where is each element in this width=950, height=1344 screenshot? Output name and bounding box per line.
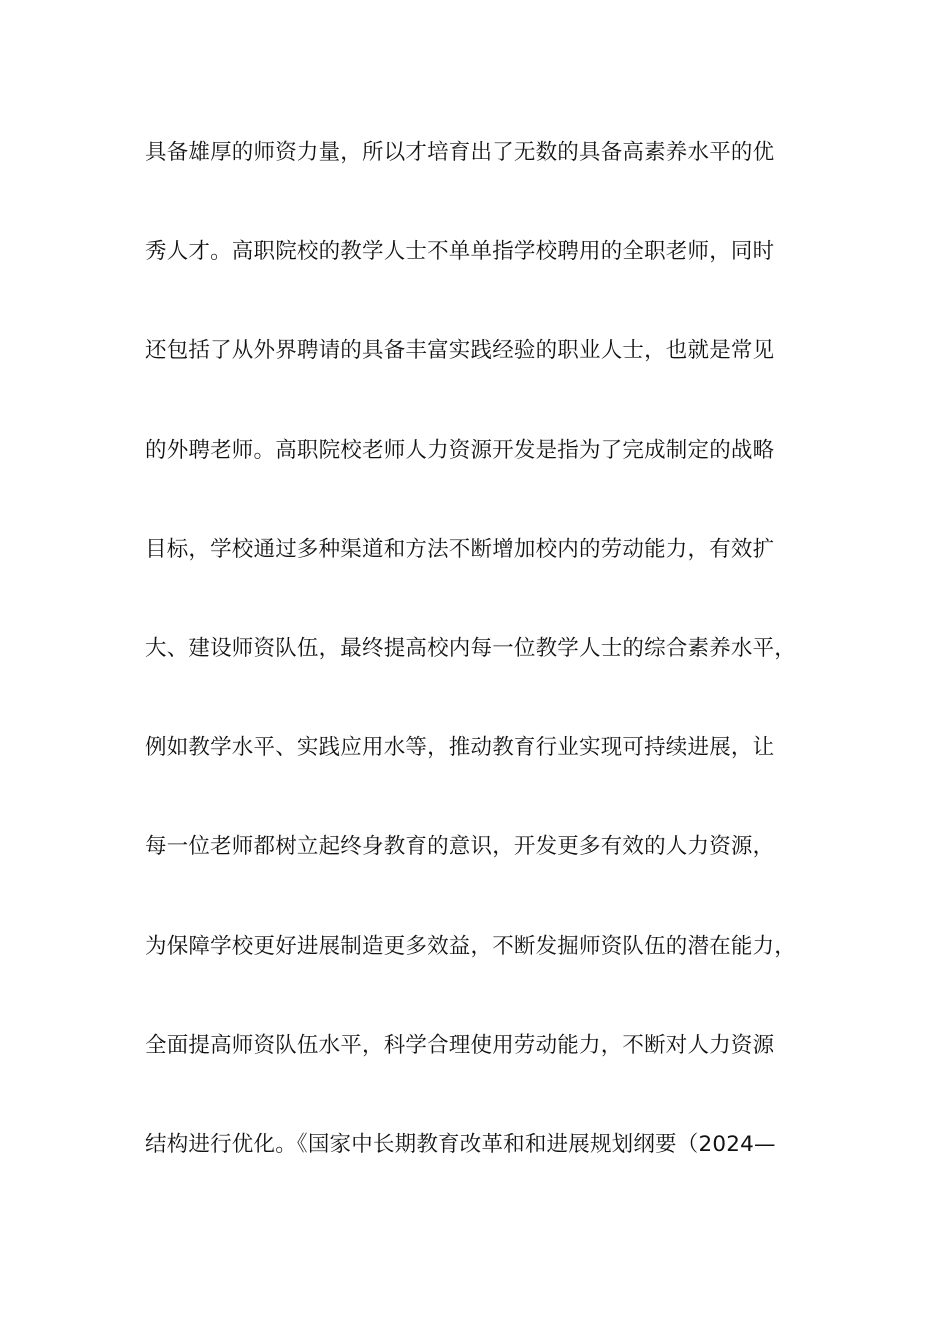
text-line: 结构进行优化。《国家中长期教育改革和和进展规划纲要（2024— (145, 1131, 776, 1157)
text-line: 的外聘老师。高职院校老师人力资源开发是指为了完成制定的战略 (145, 437, 775, 463)
text-line: 为保障学校更好进展制造更多效益，不断发掘师资队伍的潜在能力， (145, 933, 797, 959)
text-line: 大、建设师资队伍，最终提高校内每一位教学人士的综合素养水平， (145, 635, 797, 661)
text-line: 秀人才。高职院校的教学人士不单单指学校聘用的全职老师，同时 (145, 239, 775, 265)
text-line: 全面提高师资队伍水平，科学合理使用劳动能力，不断对人力资源 (145, 1032, 775, 1058)
text-line: 具备雄厚的师资力量，所以才培育出了无数的具备高素养水平的优 (145, 140, 775, 165)
text-line: 目标，学校通过多种渠道和方法不断增加校内的劳动能力，有效扩 (145, 536, 775, 562)
text-line: 每一位老师都树立起终身教育的意识，开发更多有效的人力资源， (145, 834, 775, 860)
body-text (145, 131, 825, 1222)
text-line: 例如教学水平、实践应用水等，推动教育行业实现可持续进展，让 (145, 735, 775, 761)
text-line: 还包括了从外界聘请的具备丰富实践经验的职业人士，也就是常见 (145, 338, 775, 364)
